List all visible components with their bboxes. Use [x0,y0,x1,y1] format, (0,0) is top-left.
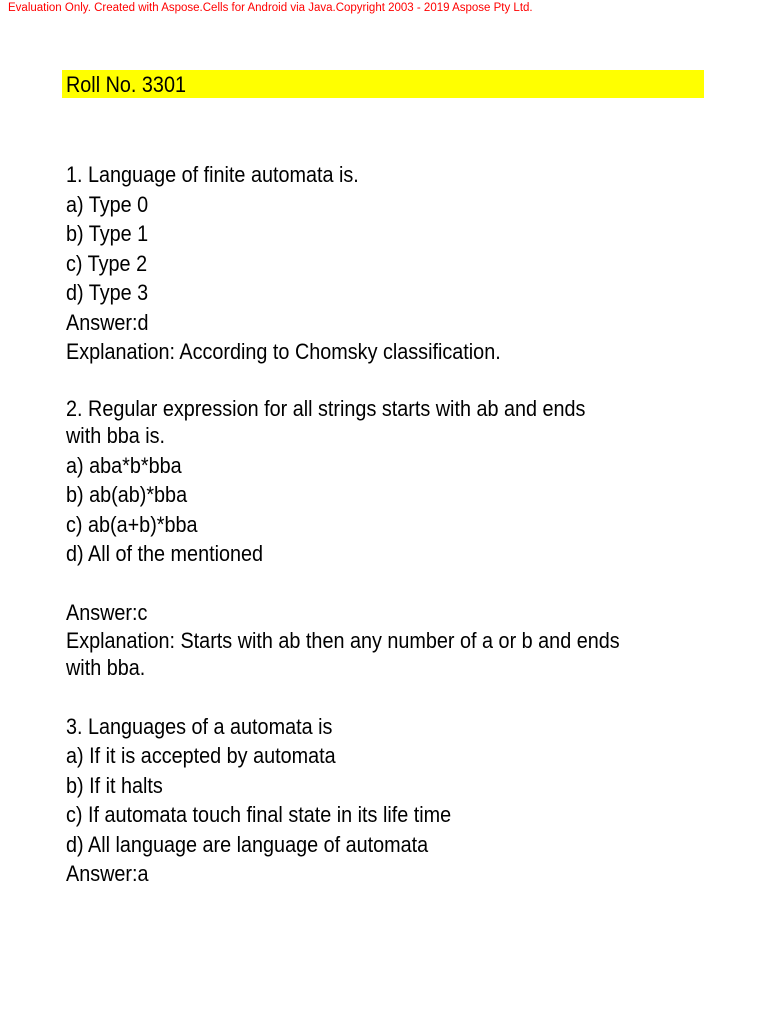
evaluation-watermark: Evaluation Only. Created with Aspose.Cells for Android via Java.Copyright 2003 - 2019 Aspose Pty Ltd. [8,2,533,14]
question-1 [66,160,766,367]
option-c: c) If automata touch final state in its life time [66,802,452,827]
option-b: b) ab(ab)*bba [66,482,188,507]
question-3 [66,712,766,889]
option-a: a) If it is accepted by automata [66,743,336,768]
question-2 [66,396,766,682]
answer: Answer:d [66,309,149,335]
question-text-continued: with bba is. [66,423,166,448]
option-d: d) All language are language of automata [66,831,429,857]
option-c: c) ab(a+b)*bba [66,511,198,537]
roll-number-banner [62,70,704,98]
option-a: a) aba*b*bba [66,452,182,478]
option-a: a) Type 0 [66,191,149,217]
explanation-continued: with bba. [66,654,146,680]
question-list [66,160,766,889]
option-d: d) Type 3 [66,280,149,305]
answer: Answer:a [66,861,149,886]
option-b: b) Type 1 [66,221,149,246]
question-text: 1. Language of finite automata is. [66,162,359,187]
question-text: 3. Languages of a automata is [66,713,333,739]
option-d: d) All of the mentioned [66,541,264,566]
option-c: c) Type 2 [66,250,148,276]
option-b: b) If it halts [66,772,163,798]
answer: Answer:c [66,600,148,625]
explanation: Explanation: According to Chomsky classification. [66,339,501,364]
explanation: Explanation: Starts with ab then any number of a or b and ends [66,627,620,653]
question-text: 2. Regular expression for all strings starts with ab and ends [66,396,586,421]
roll-number: Roll No. 3301 [66,72,186,97]
